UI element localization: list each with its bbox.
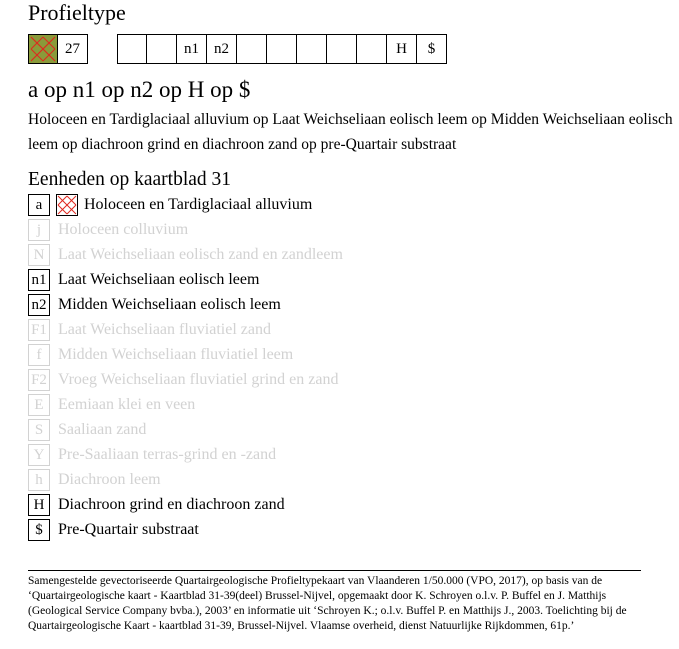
profile-description: Holoceen en Tardiglaciaal alluvium op Laat Weichseliaan eolisch leem op Midden Weichseliaan eolisch leem op diachroon grind en diachroon zand op pre-Quartair substraat bbox=[28, 111, 673, 153]
unit-code: H bbox=[28, 494, 50, 516]
unit-item-h bbox=[28, 494, 285, 516]
cross-hatch-icon bbox=[29, 35, 57, 63]
strip-cell bbox=[117, 34, 147, 64]
unit-item-a bbox=[28, 194, 312, 216]
unit-code: a bbox=[28, 194, 50, 216]
unit-code: E bbox=[28, 394, 50, 416]
unit-code: $ bbox=[28, 519, 50, 541]
unit-label: Pre-Saaliaan terras-grind en -zand bbox=[58, 446, 277, 463]
unit-label: Laat Weichseliaan eolisch zand en zandleem bbox=[58, 246, 343, 263]
profile-strip bbox=[117, 34, 447, 64]
unit-item-f bbox=[28, 344, 293, 366]
unit-item-y bbox=[28, 444, 276, 466]
unit-label: Pre-Quartair substraat bbox=[58, 521, 199, 538]
strip-cell: H bbox=[387, 34, 417, 64]
unit-code: j bbox=[28, 219, 50, 241]
map-number-cell: 27 bbox=[58, 34, 88, 64]
unit-item-f1 bbox=[28, 319, 271, 341]
cross-hatch-icon bbox=[56, 194, 78, 216]
unit-label: Laat Weichseliaan eolisch leem bbox=[58, 271, 260, 288]
unit-item-n bbox=[28, 244, 343, 266]
profile-formula: a op n1 op n2 op H op $ bbox=[28, 77, 251, 102]
page-title: Profieltype bbox=[28, 0, 126, 25]
units-heading: Eenheden op kaartblad 31 bbox=[28, 169, 232, 190]
unit-code: F1 bbox=[28, 319, 50, 341]
unit-label: Vroeg Weichseliaan fluviatiel grind en zand bbox=[58, 371, 339, 388]
unit-code: h bbox=[28, 469, 50, 491]
source-note: Samengestelde gevectoriseerde Quartairgeologische Profieltypekaart van Vlaanderen 1/50.000 (VPO, 2017), op basis van de ‘Quartairgeologische kaart - Kaartblad 31-39(deel) Brussel-Nijvel, opgemaakt door K. Schroyen o.l.v. P. Buffel en J. Matthijs (Geological Service Company bvba.), 2003’ en informatie uit ‘Schroyen K.; o.l.v. Buffel P. en Matthijs J., 2003. Toelichting bij de Quartairgeologische Kaart - kaartblad 31-39, Brussel-Nijvel. Vlaamse overheid, dienst Natuurlijke Rijkdommen, 61p.’ bbox=[28, 575, 627, 632]
unit-label: Holoceen colluvium bbox=[58, 221, 189, 238]
footer-divider bbox=[28, 570, 641, 571]
unit-code: f bbox=[28, 344, 50, 366]
unit-code: Y bbox=[28, 444, 50, 466]
unit-swatch bbox=[28, 34, 58, 64]
unit-item-f2 bbox=[28, 369, 338, 391]
strip-cell bbox=[147, 34, 177, 64]
strip-cell bbox=[297, 34, 327, 64]
unit-item-n2 bbox=[28, 294, 281, 316]
unit-code: n2 bbox=[28, 294, 50, 316]
strip-cell bbox=[267, 34, 297, 64]
strip-cell: $ bbox=[417, 34, 447, 64]
strip-cell bbox=[237, 34, 267, 64]
unit-code: n1 bbox=[28, 269, 50, 291]
unit-label: Saaliaan zand bbox=[58, 421, 147, 438]
unit-label: Diachroon leem bbox=[58, 471, 161, 488]
unit-code: S bbox=[28, 419, 50, 441]
strip-cell: n1 bbox=[177, 34, 207, 64]
unit-code: N bbox=[28, 244, 50, 266]
strip-cell bbox=[357, 34, 387, 64]
unit-label: Laat Weichseliaan fluviatiel zand bbox=[58, 321, 271, 338]
unit-label: Diachroon grind en diachroon zand bbox=[58, 496, 285, 513]
unit-item-e bbox=[28, 394, 195, 416]
unit-label: Eemiaan klei en veen bbox=[58, 396, 196, 413]
profile-legend-row bbox=[28, 34, 447, 64]
unit-item-h bbox=[28, 469, 161, 491]
unit-label: Midden Weichseliaan fluviatiel leem bbox=[58, 346, 294, 363]
unit-label: Midden Weichseliaan eolisch leem bbox=[58, 296, 281, 313]
unit-item-dollar bbox=[28, 519, 199, 541]
unit-item-j bbox=[28, 219, 188, 241]
strip-cell: n2 bbox=[207, 34, 237, 64]
strip-cell bbox=[327, 34, 357, 64]
unit-code: F2 bbox=[28, 369, 50, 391]
unit-item-s bbox=[28, 419, 146, 441]
unit-label: Holoceen en Tardiglaciaal alluvium bbox=[84, 196, 313, 213]
unit-item-n1 bbox=[28, 269, 259, 291]
